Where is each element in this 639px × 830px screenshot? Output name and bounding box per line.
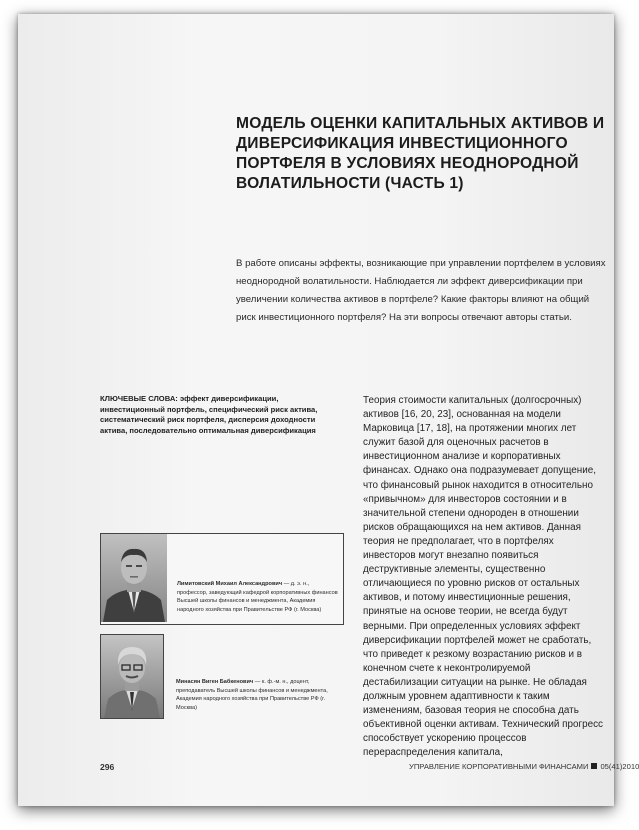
author-card-1 (100, 533, 344, 625)
square-bullet-icon (591, 763, 597, 769)
author-name-2: Минасян Виген Бабкенович (176, 679, 254, 685)
journal-issue: 05(41)2010 (600, 762, 639, 771)
author-details-2: — к. ф.-м. н., доцент, преподаватель Высшей школы финансов и менеджмента, Академия народного хозяйства при Правительстве РФ (г. Москва) (176, 679, 328, 711)
author-photo-2 (100, 634, 164, 719)
author-photo-1 (101, 534, 167, 622)
journal-name: УПРАВЛЕНИЕ КОРПОРАТИВНЫМИ ФИНАНСАМИ (409, 762, 589, 771)
article-title: МОДЕЛЬ ОЦЕНКИ КАПИТАЛЬНЫХ АКТИВОВ И ДИВЕРСИФИКАЦИЯ ИНВЕСТИЦИОННОГО ПОРТФЕЛЯ В УСЛОВИЯХ НЕОДНОРОДНОЙ ВОЛАТИЛЬНОСТИ (ЧАСТЬ 1) (236, 115, 605, 192)
article-body-text: Теория стоимости капитальных (долгосрочных) активов [16, 20, 23], основанная на модели Марковица [17, 18], на протяжении многих лет служит базой для оценочных расчетов в инвестиционном анализе и корпоративных финансах. Однако она подразумевает допущение, что финансовый рынок находится в относительно «привычном» для инвесторов состоянии и в значительной степени однороден в отношении рисков обращающихся на нем активов. Данная теория не предполагает, что в портфелях инвесторов могут внезапно появиться деструктивные элементы, существенно отличающиеся по уровню рисков от остальных активов, и потому инвестиционные решения, принятые на основе теории, не всегда будут верными. При определенных условиях эффект диверсификации портфелей может не сработать, что приведет к резкому возрастанию рисков и в конечном счете к неконтролируемой дестабилизации ситуации на рынке. Не обладая должным уровнем адаптивности к таким изменениям, базовая теория не способна дать объективной оценки активам. Технический прогресс способствует ускорению процессов перераспределения капитала, (363, 395, 603, 759)
author-info-2 (176, 678, 340, 712)
keywords-text: эффект диверсификации, инвестиционный портфель, специфический риск актива, систематический риск портфеля, дисперсия доходности актива, последовательно оптимальная диверсификация (100, 394, 318, 435)
author-details-1: — д. э. н., профессор, заведующий кафедрой корпоративных финансов Высшей школы финансов и менеджмента, Академия народного хозяйства при Правительстве РФ (г. Москва) (177, 581, 338, 613)
author-info-1 (177, 580, 339, 614)
article-abstract: В работе описаны эффекты, возникающие при управлении портфелем в условиях неоднородной волатильности. Наблюдается ли эффект диверсификации при увеличении количества активов в портфеле? Какие факторы влияют на общий риск инвестиционного портфеля? На эти вопросы отвечают авторы статьи. (236, 258, 606, 323)
author-card-2 (100, 634, 342, 717)
keywords-label: КЛЮЧЕВЫЕ СЛОВА: (100, 394, 178, 403)
keywords-block (100, 394, 342, 436)
author-portrait-2-image (101, 635, 163, 718)
author-portrait-1-image (101, 534, 167, 622)
journal-footer (409, 762, 639, 771)
page-number: 296 (100, 762, 115, 772)
journal-page (18, 14, 639, 806)
author-name-1: Лимитовский Михаил Александрович (177, 581, 283, 587)
